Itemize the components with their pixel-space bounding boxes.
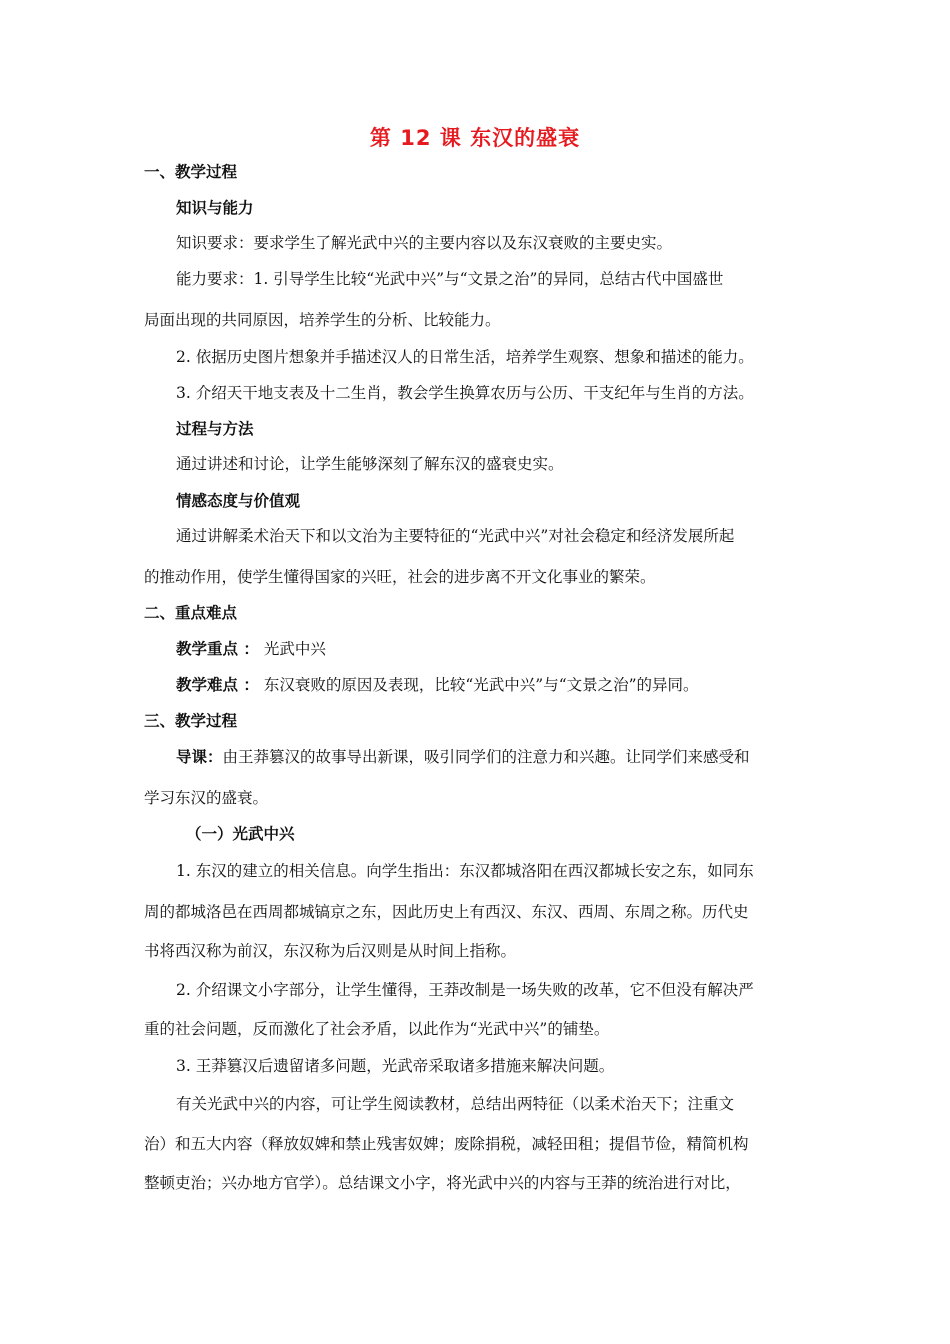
difficulty-row (176, 674, 699, 696)
difficulty-label: 教学难点 ： (176, 676, 259, 694)
key-point-label: 教学重点 ： (176, 640, 259, 658)
subheading-knowledge-ability: 知识与能力 (176, 199, 254, 217)
intro-text-line1: 由王莽篡汉的故事导出新课，吸引同学们的注意力和兴趣。让同学们来感受和 (222, 748, 750, 766)
paragraph-knowledge: 知识要求：要求学生了解光武中兴的主要内容以及东汉衰败的主要史实。 (176, 234, 673, 252)
paragraph-ability-line1: 能力要求：1. 引导学生比较“光武中兴”与“文景之治”的异同，总结古代中国盛世 (176, 270, 724, 288)
key-point-row (176, 638, 326, 660)
point1-line1: 1. 东汉的建立的相关信息。向学生指出：东汉都城洛阳在西汉都城长安之东，如同东 (176, 862, 754, 880)
part-heading-1: （一）光武中兴 (186, 825, 295, 843)
point4-line1: 有关光武中兴的内容，可让学生阅读教材，总结出两特征（以柔术治天下；注重文 (176, 1095, 735, 1113)
point1-line3: 书将西汉称为前汉，东汉称为后汉则是从时间上指称。 (144, 942, 517, 960)
key-point-text: 光武中兴 (263, 640, 326, 658)
subheading-process-method: 过程与方法 (176, 420, 254, 438)
point2-line2: 重的社会问题，反而激化了社会矛盾，以此作为“光武中兴”的铺垫。 (144, 1020, 610, 1038)
point1-line2: 周的都城洛邑在西周都城镐京之东，因此历史上有西汉、东汉、西周、东周之称。历代史 (144, 903, 749, 921)
difficulty-text: 东汉衰败的原因及表现，比较“光武中兴”与“文景之治”的异同。 (263, 676, 699, 694)
lesson-title: 第 12 课 东汉的盛衰 (369, 126, 581, 150)
paragraph-ability-2: 2. 依据历史图片想象并手描述汉人的日常生活，培养学生观察、想象和描述的能力。 (176, 348, 754, 366)
intro-label: 导课： (176, 748, 223, 766)
point2-line1: 2. 介绍课文小字部分，让学生懂得，王莽改制是一场失败的改革，它不但没有解决严 (176, 981, 754, 999)
intro-row (176, 746, 750, 768)
section-heading-1: 一、教学过程 (144, 163, 238, 181)
paragraph-ability-line2: 局面出现的共同原因，培养学生的分析、比较能力。 (144, 311, 501, 329)
section-heading-3: 三、教学过程 (144, 712, 238, 730)
point3: 3. 王莽篡汉后遗留诸多问题，光武帝采取诸多措施来解决问题。 (176, 1057, 615, 1075)
paragraph-ability-3: 3. 介绍天干地支表及十二生肖，教会学生换算农历与公历、干支纪年与生肖的方法。 (176, 384, 754, 402)
subheading-emotion: 情感态度与价值观 (176, 492, 301, 510)
intro-text-line2: 学习东汉的盛衰。 (144, 789, 269, 807)
point4-line3: 整顿吏治；兴办地方官学）。总结课文小字，将光武中兴的内容与王莽的统治进行对比， (144, 1174, 741, 1192)
point4-line2: 治）和五大内容（释放奴婢和禁止残害奴婢；废除捐税，减轻田租；提倡节俭，精简机构 (144, 1135, 749, 1153)
paragraph-method: 通过讲述和讨论，让学生能够深刻了解东汉的盛衰史实。 (176, 455, 564, 473)
paragraph-emotion-line1: 通过讲解柔术治天下和以文治为主要特征的“光武中兴”对社会稳定和经济发展所起 (176, 527, 735, 545)
section-heading-2: 二、重点难点 (144, 604, 238, 622)
paragraph-emotion-line2: 的推动作用，使学生懂得国家的兴旺，社会的进步离不开文化事业的繁荣。 (144, 568, 656, 586)
